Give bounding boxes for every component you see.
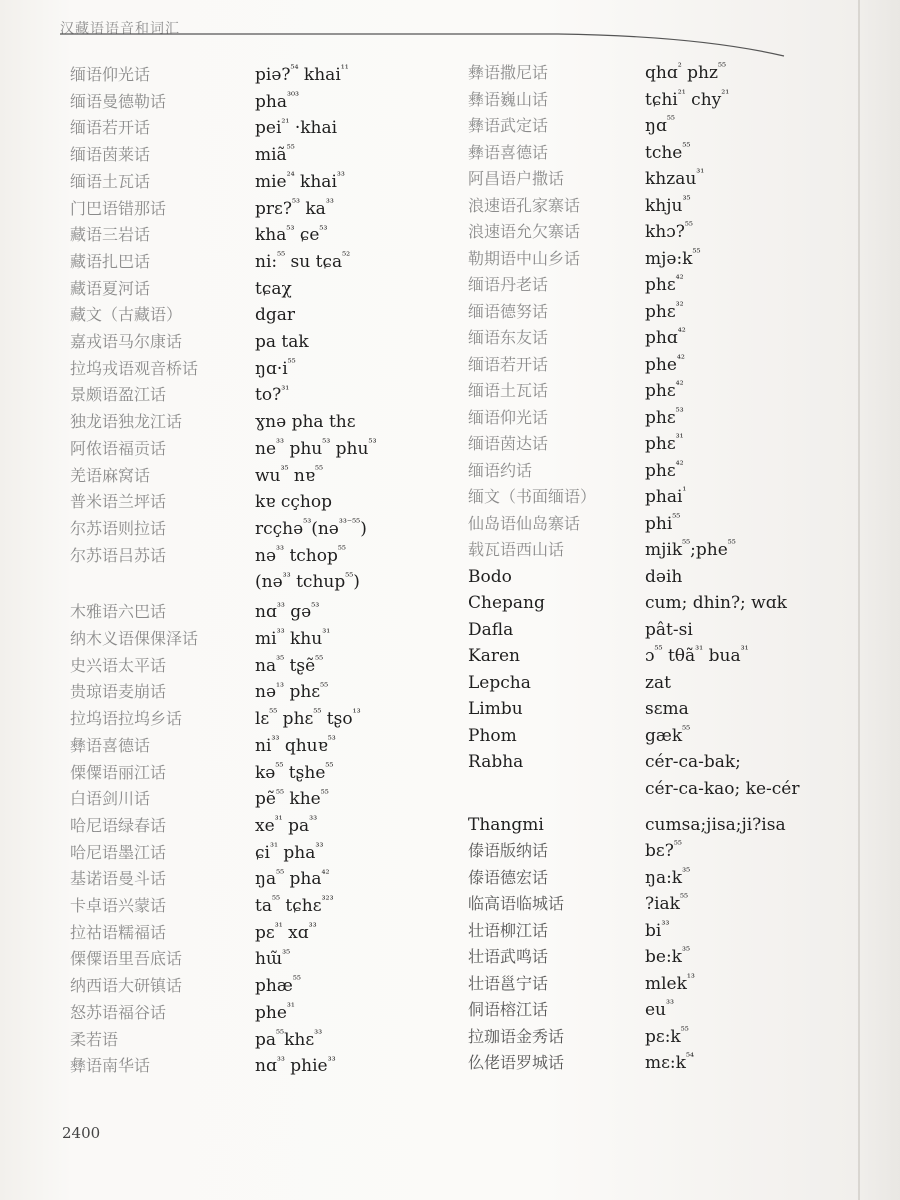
- language-name: 藏语扎巴话: [70, 251, 151, 271]
- word-form: bɛ?$^{^{55}}$: [645, 840, 682, 861]
- language-name: 嘉戎语马尔康话: [70, 332, 183, 351]
- language-name: 彝语巍山话: [468, 89, 549, 109]
- word-form: $ŋa^{^{55}}$ pha$^{^{42}}$: [255, 868, 330, 890]
- word-form: cér-ca-bak;: [645, 752, 741, 772]
- language-name: 怒苏语福谷话: [70, 1002, 167, 1022]
- language-name: 缅语仰光话: [468, 407, 549, 427]
- word-form: rcçhə$^{^{53}}$(nə$^{^{33-55}}$): [255, 518, 367, 539]
- word-form: phɑ$^{^{42}}$: [645, 327, 686, 348]
- language-name: 门巴语错那话: [70, 198, 167, 218]
- word-form: phe$^{^{42}}$: [645, 353, 685, 375]
- word-form: phi$^{^{55}}$: [645, 512, 681, 534]
- word-form: miã$^{^{55}}$: [255, 144, 295, 166]
- word-form: phɛ$^{^{31}}$: [645, 433, 684, 454]
- language-name: 纳木义语倮倮泽话: [70, 629, 199, 648]
- language-name: 载瓦语西山话: [468, 540, 565, 559]
- word-form: $wu^{^{35}}$ nɐ$^{^{55}}$: [255, 464, 324, 486]
- word-form: piə?$^{^{54}}$ khai$^{^{11}}$: [255, 64, 349, 85]
- language-name: 傈僳语丽江话: [70, 762, 167, 782]
- word-form: tɕhi$^{^{21}}$ chy$^{^{21}}$: [645, 88, 730, 110]
- word-form: $eu^{^{33}}$: [645, 999, 675, 1020]
- language-name: 阿侬语福贡话: [70, 438, 167, 458]
- word-form: $pa^{^{55}}khɛ^{^{33}}$: [255, 1028, 323, 1050]
- language-name: 哈尼语墨江话: [70, 842, 167, 862]
- language-name: 彝语喜德话: [468, 142, 549, 162]
- language-name: 白语剑川话: [70, 789, 151, 809]
- language-name: 独龙语独龙江话: [70, 412, 183, 432]
- language-name: 临高语临城话: [468, 894, 565, 913]
- language-name: 彝语南华话: [70, 1056, 151, 1076]
- language-name: Bodo: [468, 566, 512, 587]
- word-form: pa tak: [255, 332, 309, 352]
- language-name: 缅语茵莱话: [70, 145, 151, 165]
- word-form: nə$^{^{33}}$ tchop$^{^{55}}$: [255, 544, 346, 566]
- language-name: Phom: [468, 725, 517, 746]
- language-name: 浪速语允欠寨话: [468, 222, 581, 241]
- word-form: tɕaχ: [255, 278, 292, 299]
- language-name: 藏语三岩话: [70, 225, 151, 245]
- language-name: 拉坞语拉坞乡话: [70, 709, 183, 729]
- word-form: dəih: [645, 566, 683, 587]
- language-name: 壮语武鸣话: [468, 947, 549, 966]
- word-form: kɐ cçhop: [255, 492, 332, 513]
- language-name: Chepang: [468, 593, 545, 613]
- language-name: 哈尼语绿春话: [70, 815, 167, 835]
- word-form: phɛ$^{^{42}}$: [645, 459, 684, 481]
- language-name: 尔苏语吕苏话: [70, 545, 167, 565]
- word-form: phɛ$^{^{53}}$: [645, 406, 684, 428]
- word-form: $bi^{^{33}}$: [645, 919, 670, 941]
- language-name: 缅语德努话: [468, 301, 549, 321]
- word-form: cum; dhin?; wɑk: [645, 593, 787, 613]
- language-name: 贵琼语麦崩话: [70, 682, 167, 702]
- language-name: Dafla: [468, 619, 514, 640]
- language-name: 缅语仰光话: [70, 65, 151, 84]
- language-name: 普米语兰坪话: [70, 492, 167, 512]
- language-name: 拉珈语金秀话: [468, 1026, 565, 1046]
- word-form: hɯ̃$^{^{35}}$: [255, 948, 291, 970]
- word-form: kha$^{^{53}}$ ɕe$^{^{53}}$: [255, 224, 328, 246]
- word-form: mie$^{^{24}}$ khai$^{^{33}}$: [255, 171, 345, 192]
- word-form: $xe^{^{31}}$ $pa^{^{33}}$: [255, 815, 318, 836]
- word-form: khju$^{^{35}}$: [645, 194, 691, 216]
- word-form: ni:$^{^{55}}$ su tɕa$^{^{52}}$: [255, 251, 351, 272]
- word-form: phæ$^{^{55}}$: [255, 975, 301, 997]
- word-form: phɛ$^{^{32}}$: [645, 300, 684, 322]
- word-form: qhɑ$^{^2}$ phz$^{^{55}}$: [645, 62, 726, 83]
- language-name: 壮语柳江话: [468, 920, 549, 940]
- language-name: 缅语土瓦话: [468, 381, 549, 400]
- language-name: 缅语茵达话: [468, 434, 549, 453]
- word-form: lɛ$^{^{55}}$ phɛ$^{^{55}}$ tʂo$^{^{13}}$: [255, 708, 361, 730]
- word-form: phɛ$^{^{42}}$: [645, 380, 684, 401]
- language-name: 羌语麻窝话: [70, 465, 151, 485]
- language-name: 基诺语曼斗话: [70, 869, 167, 889]
- word-form: tche$^{^{55}}$: [645, 141, 691, 163]
- word-form: kə$^{^{55}}$ tʂhe$^{^{55}}$: [255, 761, 334, 783]
- word-form: $pɛ:k^{^{55}}$: [645, 1025, 689, 1047]
- page-number: 2400: [62, 1124, 101, 1142]
- word-form: phai$^{^1}$: [645, 486, 687, 507]
- word-form: khɔ?$^{^{55}}$: [645, 221, 693, 242]
- word-form: $na^{^{35}}$ tʂẽ$^{^{55}}$: [255, 655, 324, 676]
- language-name: 彝语喜德话: [70, 735, 151, 755]
- header-rule: [58, 20, 788, 60]
- word-form: $be:k^{^{35}}$: [645, 946, 691, 967]
- word-form: pɛ$^{^{31}}$ xɑ$^{^{33}}$: [255, 922, 317, 943]
- word-form: $ta^{^{55}}$ tɕhɛ$^{^{323}}$: [255, 895, 334, 916]
- word-form: mjik$^{^{55}}$;phe$^{^{55}}$: [645, 539, 736, 560]
- language-name: 缅语曼德勒话: [70, 91, 167, 111]
- word-form: sɛma: [645, 699, 689, 719]
- language-name: 缅语土瓦话: [70, 171, 151, 191]
- language-name: 傈僳语里吾底话: [70, 949, 183, 969]
- language-name: 缅语东友话: [468, 328, 549, 347]
- language-name: 柔若语: [70, 1029, 119, 1049]
- word-form: gæk$^{^{55}}$: [645, 724, 691, 746]
- language-name: 藏文（古藏语）: [70, 305, 183, 325]
- language-name: 勒期语中山乡话: [468, 248, 581, 268]
- language-name: 壮语邕宁话: [468, 973, 549, 993]
- language-name: 阿昌语户撒话: [468, 169, 565, 188]
- language-name: 景颇语盈江话: [70, 385, 167, 405]
- word-form: $ni^{^{33}}$ qhuɐ$^{^{53}}$: [255, 735, 336, 756]
- word-form: $mɛ:k^{^{54}}$: [645, 1052, 694, 1073]
- page-spine-shadow: [858, 0, 860, 1200]
- word-form: $mjə:k^{^{55}}$: [645, 247, 701, 269]
- word-form: $ŋa:k^{^{35}}$: [645, 866, 691, 888]
- word-form: ɕi$^{^{31}}$ pha$^{^{33}}$: [255, 841, 324, 863]
- language-name: 浪速语孔家寨话: [468, 195, 581, 215]
- word-form: nə$^{^{13}}$ phɛ$^{^{55}}$: [255, 681, 329, 703]
- word-form: phɛ$^{^{42}}$: [645, 274, 684, 295]
- word-form: ɔ$^{^{55}}$ tθã$^{^{31}}$ bua$^{^{31}}$: [645, 645, 749, 666]
- language-name: Lepcha: [468, 672, 531, 693]
- language-name: 史兴语太平话: [70, 655, 167, 675]
- word-form: pẽ$^{^{55}}$ khe$^{^{55}}$: [255, 788, 329, 810]
- word-form: pât-si: [645, 619, 693, 640]
- language-name: 拉坞戎语观音桥话: [70, 358, 199, 378]
- word-form: $ŋɑ\cdot i^{^{55}}$: [255, 358, 296, 379]
- language-name: 侗语榕江话: [468, 1000, 549, 1019]
- word-form: zat: [645, 672, 671, 693]
- language-name: 缅文（书面缅语）: [468, 487, 597, 506]
- language-name: 卡卓语兴蒙话: [70, 896, 167, 915]
- language-name: 缅语丹老话: [468, 275, 549, 294]
- language-name: Rabha: [468, 752, 524, 772]
- word-form: mlek$^{^{13}}$: [645, 972, 695, 994]
- word-form: dgar: [255, 305, 296, 326]
- language-name: Limbu: [468, 699, 523, 719]
- language-name: 缅语若开话: [70, 118, 151, 138]
- word-form: $mi^{^{33}}$ khu$^{^{31}}$: [255, 628, 331, 649]
- word-form: khzau$^{^{31}}$: [645, 168, 705, 189]
- word-form: pha$^{^{303}}$: [255, 91, 299, 112]
- word-form: ɣnə pha thɛ: [255, 412, 356, 433]
- language-name: Karen: [468, 646, 520, 666]
- word-form: prɛ?$^{^{53}}$ $ka^{^{33}}$: [255, 197, 334, 219]
- language-name: 拉祜语糯福话: [70, 922, 167, 942]
- language-name: 缅语若开话: [468, 354, 549, 374]
- word-form: cér-ca-kao; ke-cér: [645, 778, 800, 799]
- language-name: 彝语撒尼话: [468, 63, 549, 82]
- word-form: $ne^{^{33}}$ phu$^{^{53}}$ phu$^{^{53}}$: [255, 438, 377, 459]
- language-name: 彝语武定话: [468, 116, 549, 135]
- language-name: 傣语版纳话: [468, 841, 549, 860]
- word-form: nɑ$^{^{33}}$ gə$^{^{53}}$: [255, 601, 320, 623]
- language-name: 缅语约话: [468, 460, 533, 480]
- language-name: 纳西语大研镇话: [70, 976, 183, 996]
- word-form: to?$^{^{31}}$: [255, 384, 290, 406]
- language-name: 傣语德宏话: [468, 867, 549, 887]
- running-header: 汉藏语语音和词汇: [60, 21, 180, 37]
- word-form: pei$^{^{21}}$ ·khai: [255, 117, 338, 139]
- word-form: phe$^{^{31}}$: [255, 1002, 295, 1023]
- word-form: ?iak$^{^{55}}$: [645, 893, 689, 914]
- word-form: cumsa;jisa;ji?isa: [645, 814, 786, 835]
- word-form: (nə$^{^{33}}$ tchup$^{^{55}}$): [255, 571, 360, 593]
- language-name: 仫佬语罗城话: [468, 1053, 565, 1072]
- word-form: ŋɑ$^{^{55}}$: [645, 115, 675, 136]
- word-form: nɑ$^{^{33}}$ phie$^{^{33}}$: [255, 1055, 336, 1077]
- language-name: 仙岛语仙岛寨话: [468, 513, 581, 533]
- language-name: 藏语夏河话: [70, 278, 151, 298]
- language-name: Thangmi: [468, 814, 544, 835]
- language-name: 尔苏语则拉话: [70, 518, 167, 538]
- language-name: 木雅语六巴话: [70, 602, 167, 622]
